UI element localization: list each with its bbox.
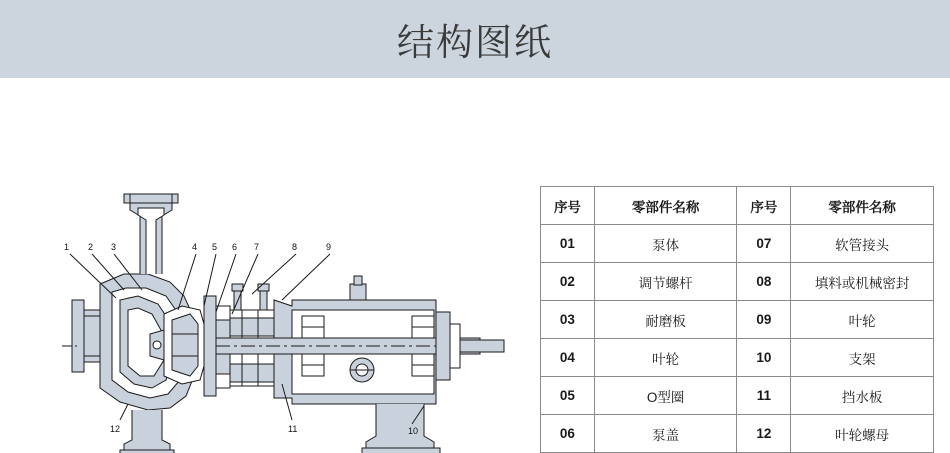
callout-10: 10 (408, 426, 419, 436)
part-name: 挡水板 (791, 377, 934, 415)
part-number: 03 (541, 301, 595, 339)
part-number: 12 (737, 415, 791, 453)
callout-12: 12 (110, 424, 121, 434)
table-header-name-left: 零部件名称 (594, 187, 737, 225)
page-header (0, 0, 950, 78)
part-number: 09 (737, 301, 791, 339)
part-name: 支架 (791, 339, 934, 377)
part-number: 07 (737, 225, 791, 263)
part-name: 叶轮螺母 (791, 415, 934, 453)
part-name: 耐磨板 (594, 301, 737, 339)
callout-5: 5 (212, 242, 218, 252)
part-number: 01 (541, 225, 595, 263)
table-row (541, 301, 934, 339)
page-title: 结构图纸 (397, 22, 553, 63)
part-number: 02 (541, 263, 595, 301)
callout-6: 6 (232, 242, 238, 252)
table-row (541, 225, 934, 263)
callout-4: 4 (192, 242, 198, 252)
callout-7: 7 (254, 242, 260, 252)
callout-1: 1 (64, 242, 70, 252)
table-header-row (541, 187, 934, 225)
part-name: O型圈 (594, 377, 737, 415)
table-row (541, 263, 934, 301)
parts-table-container (540, 186, 934, 453)
table-header-name-right: 零部件名称 (791, 187, 934, 225)
part-name: 泵体 (594, 225, 737, 263)
part-name: 填料或机械密封 (791, 263, 934, 301)
part-name: 调节螺杆 (594, 263, 737, 301)
part-name: 叶轮 (791, 301, 934, 339)
part-name: 叶轮 (594, 339, 737, 377)
part-number: 05 (541, 377, 595, 415)
table-row (541, 415, 934, 453)
part-name: 软管接头 (791, 225, 934, 263)
callout-8: 8 (292, 242, 298, 252)
parts-table (540, 186, 934, 453)
page-content (0, 78, 950, 443)
callout-11: 11 (288, 424, 298, 434)
part-number: 04 (541, 339, 595, 377)
part-number: 10 (737, 339, 791, 377)
table-row (541, 377, 934, 415)
table-row (541, 339, 934, 377)
part-number: 11 (737, 377, 791, 415)
part-number: 06 (541, 415, 595, 453)
part-number: 08 (737, 263, 791, 301)
table-header-num-right: 序号 (737, 187, 791, 225)
callout-9: 9 (326, 242, 332, 252)
callout-3: 3 (111, 242, 117, 252)
callout-2: 2 (88, 242, 94, 252)
part-name: 泵盖 (594, 415, 737, 453)
pump-cross-section-drawing (20, 84, 520, 436)
table-header-num-left: 序号 (541, 187, 595, 225)
